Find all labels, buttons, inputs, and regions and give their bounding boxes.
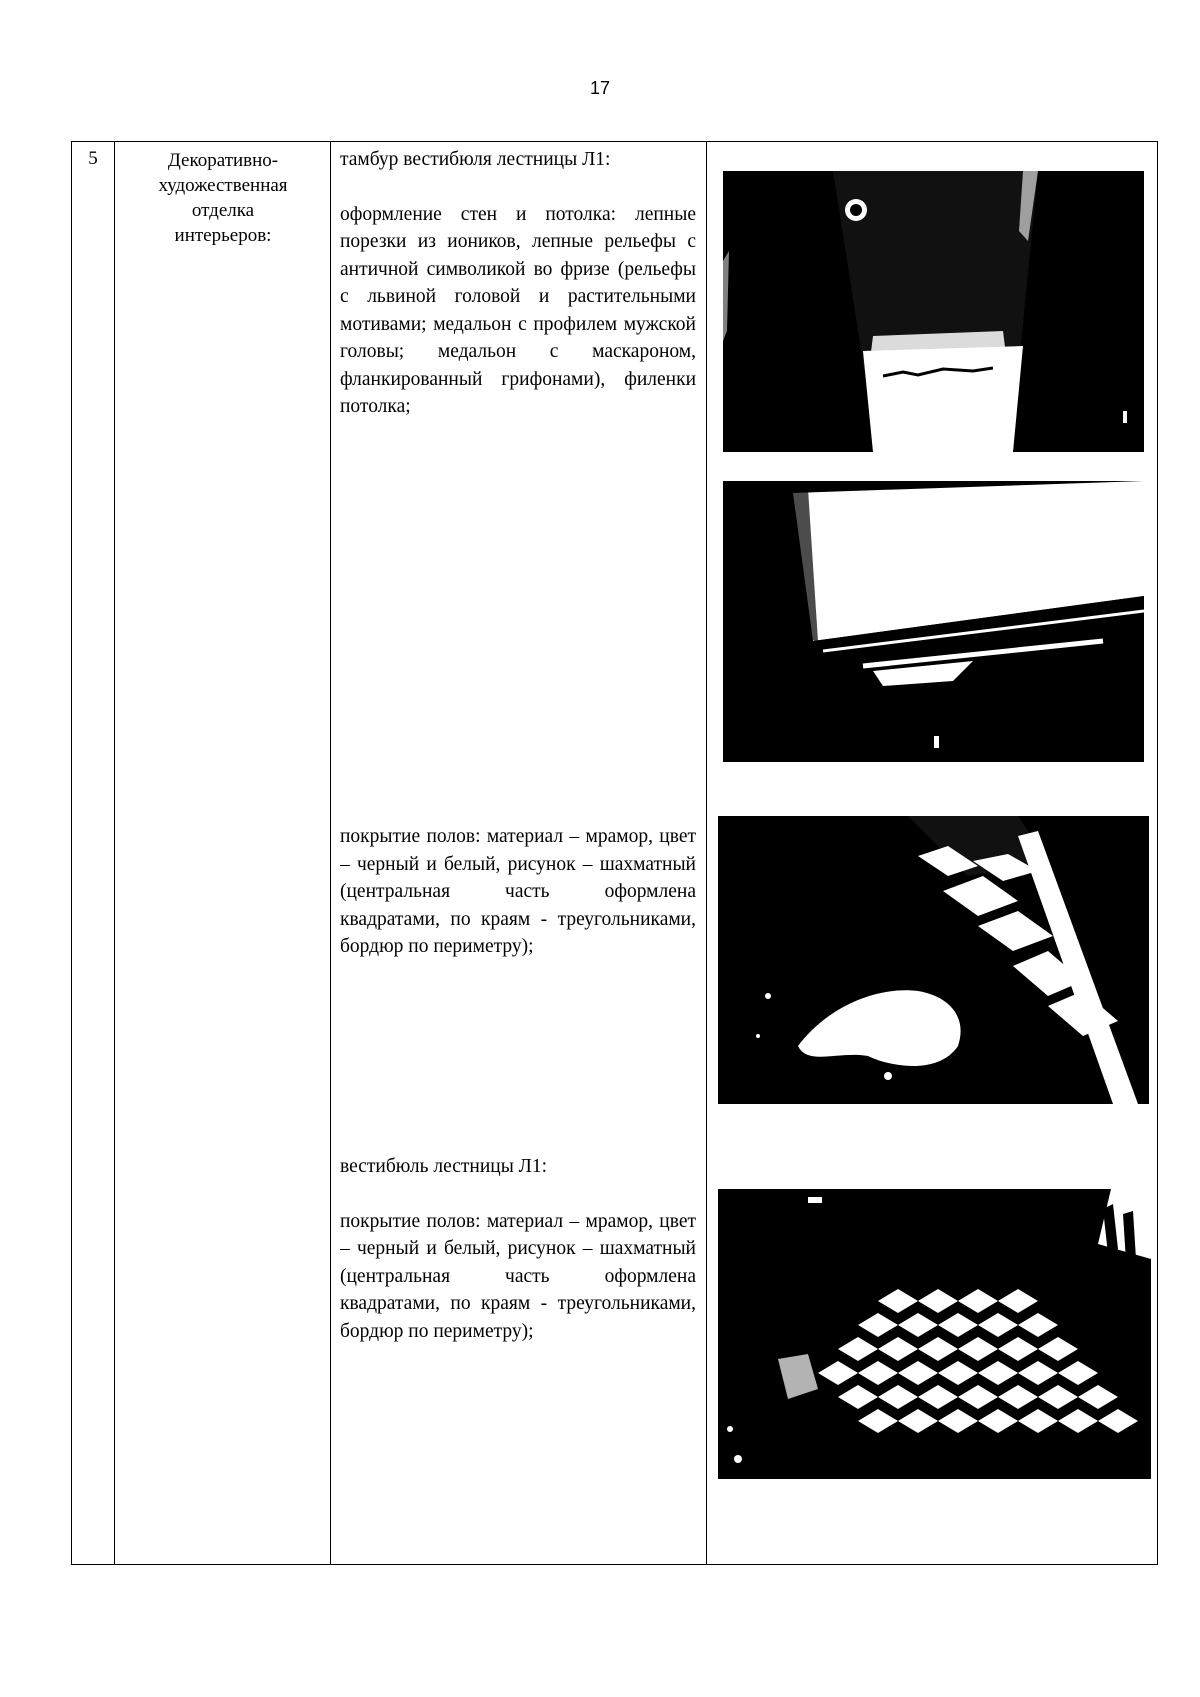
row-title-line: интерьеров: [174, 225, 272, 246]
photo-floor-tambour [718, 816, 1149, 1104]
column-divider [330, 142, 331, 1564]
photo-floor-vestibule [718, 1189, 1151, 1479]
row-title-line: Декоративно- [167, 150, 279, 171]
photo-ceiling [723, 481, 1144, 762]
description-section [340, 146, 696, 421]
inventory-table [71, 141, 1158, 1565]
page-number: 17 [589, 78, 611, 98]
section-heading: вестибюль лестницы Л1: [340, 1156, 548, 1177]
row-title [116, 148, 330, 248]
section-text: покрытие полов: материал – мрамор, цвет – черный и белый, рисунок – шахматный (центральная часть оформлена квадратами, по краям - треугольниками, бордюр по периметру); [340, 826, 696, 957]
section-heading: тамбур вестибюля лестницы Л1: [340, 149, 611, 170]
row-title-line: отделка [191, 200, 255, 221]
photo-corridor [723, 171, 1144, 452]
description-section [340, 1153, 696, 1345]
column-divider [114, 142, 115, 1564]
column-divider [706, 142, 707, 1564]
row-number: 5 [88, 148, 98, 169]
section-text: покрытие полов: материал – мрамор, цвет – черный и белый, рисунок – шахматный (центральная часть оформлена квадратами, по краям - треугольниками, бордюр по периметру); [340, 1210, 696, 1342]
section-text: оформление стен и потолка: лепные порезки из иоников, лепные рельефы с античной символикой во фризе (рельефы с львиной головой и растительными мотивами; медальон с профилем мужской головы; медальон с маскароном, фланкированный грифонами), филенки потолка; [340, 203, 696, 417]
description-section [340, 823, 696, 961]
row-title-line: художественная [158, 175, 288, 196]
